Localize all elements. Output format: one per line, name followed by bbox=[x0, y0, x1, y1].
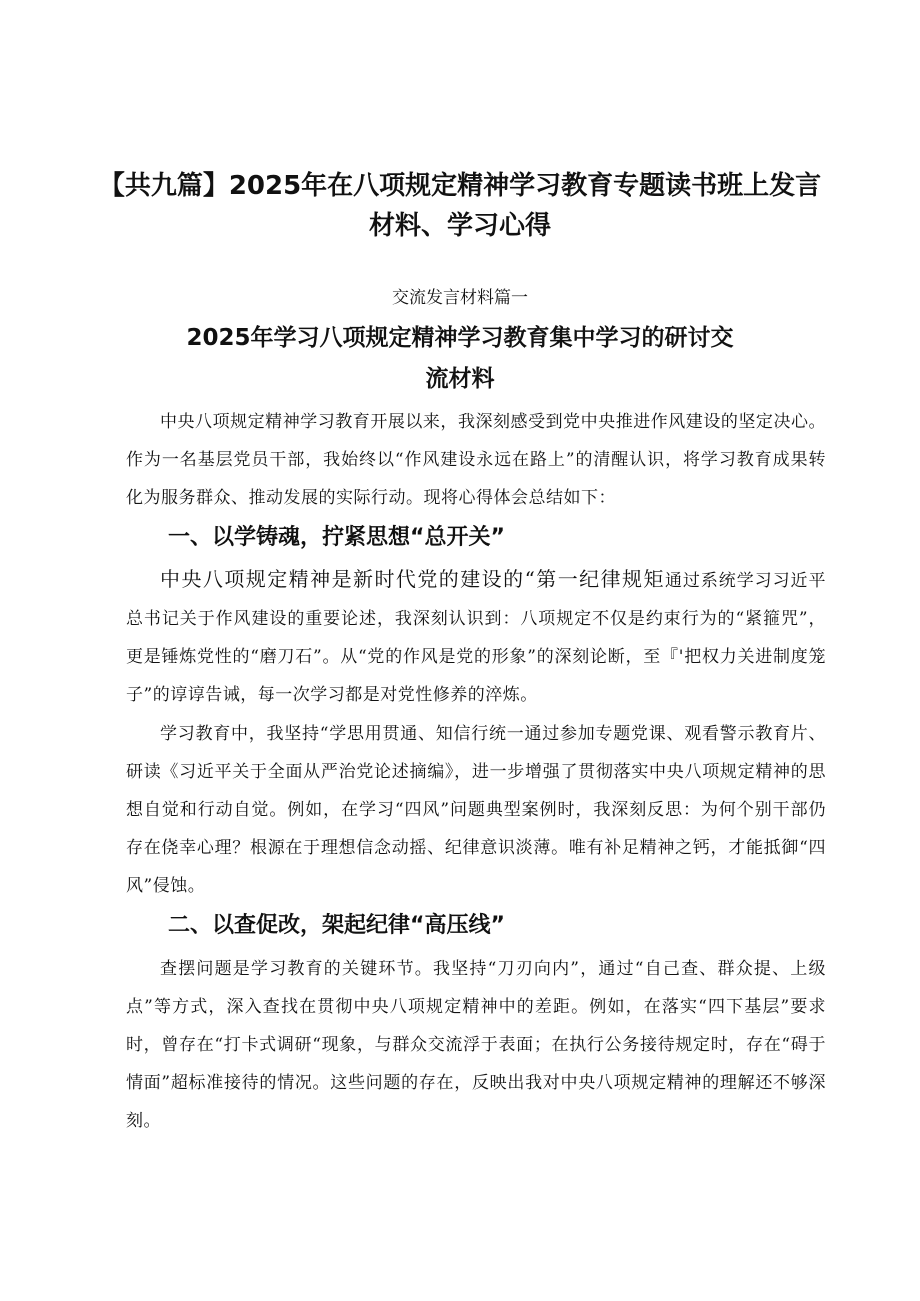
paragraph-1 bbox=[126, 560, 826, 714]
paragraph-2: 学习教育中，我坚持“学思用贯通、知信行统一通过参加专题党课、观看警示教育片、研读《习近平关于全面从严治党论述摘编》，进一步增强了贯彻落实中央八项规定精神的思想自觉和行动自觉。例如，在学习“四风”问题典型案例时，我深刻反思：为何个别干部仍存在侥幸心理？根源在于理想信念动摇、纪律意识淡薄。唯有补足精神之钙，才能抵御“四风”侵蚀。 bbox=[126, 724, 826, 896]
paragraph-1-lead: 中央八项规定精神是新时代党的建设的“第一纪律规矩 bbox=[160, 567, 665, 591]
paragraph-1-body: 通过系统学习习近平总书记关于作风建设的重要论述，我深刻认识到：八项规定不仅是约束行为的“紧箍咒”，更是锤炼党性的“磨刀石”。从“党的作风是党的形象”的深刻论断，至『'把权力关进制度笼子”的谆谆告诫，每一次学习都是对党性修养的淬炼。 bbox=[126, 571, 827, 705]
section-heading-2: 二、以查促改，架起纪律“高压线” bbox=[168, 913, 505, 938]
intro-paragraph: 中央八项规定精神学习教育开展以来，我深刻感受到党中央推进作风建设的坚定决心。作为一名基层党员干部，我始终以“作风建设永远在路上”的清醒认识，将学习教育成果转化为服务群众、推动发展的实际行动。现将心得体会总结如下： bbox=[126, 412, 826, 508]
article-title-line-1: 2025年学习八项规定精神学习教育集中学习的研讨交 bbox=[186, 325, 734, 351]
paragraph-3: 查摆问题是学习教育的关键环节。我坚持“刀刃向内”，通过“自己查、群众提、上级点”等方式，深入查找在贯彻中央八项规定精神中的差距。例如，在落实“四下基层”要求时，曾存在“打卡式调研“现象，与群众交流浮于表面；在执行公务接待规定时，存在“碍于情面”超标准接待的情况。这些问题的存在，反映出我对中央八项规定精神的理解还不够深刻。 bbox=[126, 959, 826, 1131]
article-title-line-2: 流材料 bbox=[425, 366, 495, 392]
section-heading-1: 一、以学铸魂，拧紧思想“总开关” bbox=[168, 525, 505, 550]
document-title-line-1: 【共九篇】2025年在八项规定精神学习教育专题读书班上发言 bbox=[98, 171, 822, 201]
document-title-line-2: 材料、学习心得 bbox=[368, 211, 551, 241]
section-label: 交流发言材料篇一 bbox=[392, 288, 528, 308]
